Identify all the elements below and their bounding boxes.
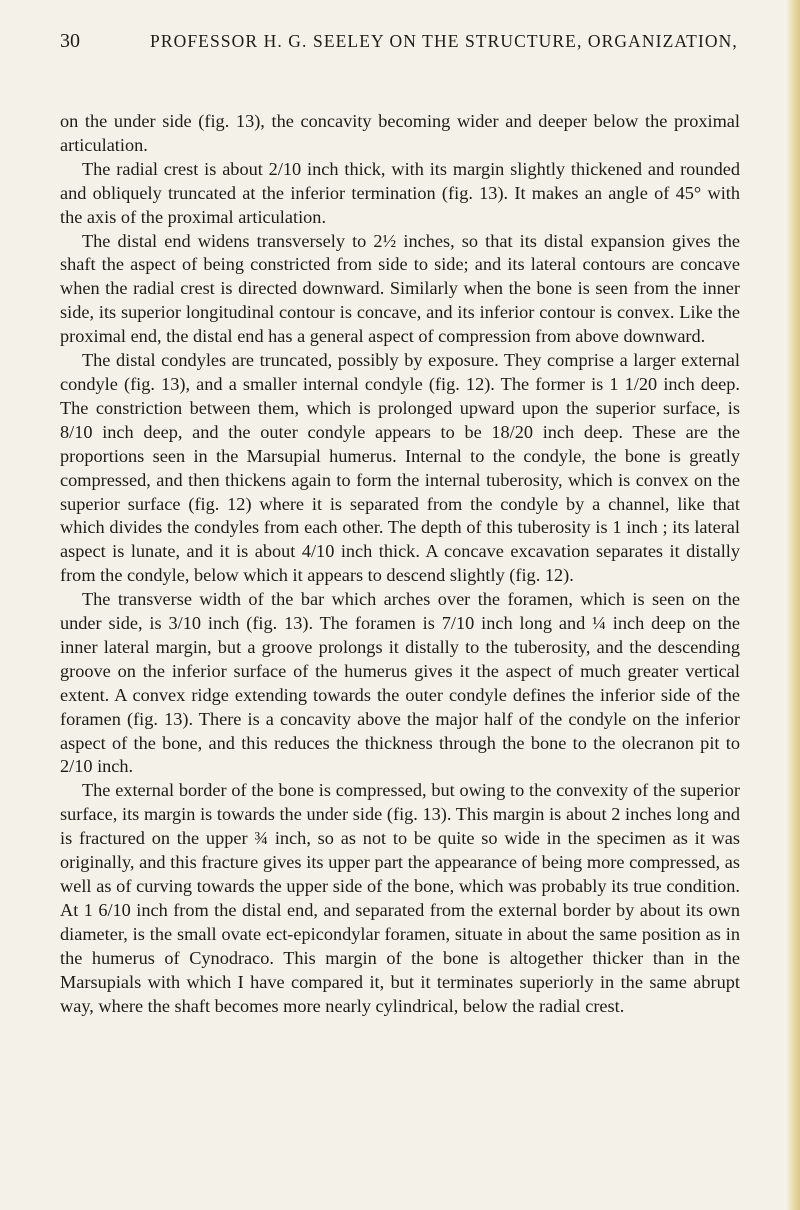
running-title: PROFESSOR H. G. SEELEY ON THE STRUCTURE, ORGANIZATION, <box>150 31 738 51</box>
paragraph: The external border of the bone is compressed, but owing to the convexity of the superior surface, its margin is towards the under side (fig. 13). This margin is about 2 inches long and is fractured on the upper ¾ inch, so as not to be quite so wide in the specimen as it was originally, and this fracture gives its upper part the appearance of being more compressed, as well as of curving towards the upper side of the bone, which was probably its true condition. At 1 6/10 inch from the distal end, and separated from the external border by about its own diameter, is the small ovate ect-epicondylar foramen, situate in about the same position as in the humerus of Cynodraco. This margin of the bone is altogether thicker than in the Marsupials with which I have compared it, but it terminates superiorly in the same abrupt way, where the shaft becomes more nearly cylindrical, below the radial crest. <box>60 780 740 1016</box>
page-edge <box>786 0 800 1210</box>
page-header <box>60 30 740 53</box>
paragraph: on the under side (fig. 13), the concavity becoming wider and deeper below the proximal articulation. <box>60 111 740 155</box>
page-number: 30 <box>60 30 80 52</box>
paragraph: The transverse width of the bar which arches over the foramen, which is seen on the under side, is 3/10 inch (fig. 13). The foramen is 7/10 inch long and ¼ inch deep on the inner lateral margin, but a groove prolongs it distally to the tuberosity, and the descending groove on the inferior surface of the humerus gives it the aspect of much greater vertical extent. A convex ridge extending towards the outer condyle defines the inferior side of the foramen (fig. 13). There is a concavity above the major half of the condyle on the inferior aspect of the bone, and this reduces the thickness through the bone to the olecranon pit to 2/10 inch. <box>60 589 740 777</box>
body-text <box>60 110 740 1018</box>
paragraph: The radial crest is about 2/10 inch thick, with its margin slightly thickened and rounded and obliquely truncated at the inferior termination (fig. 13). It makes an angle of 45° with the axis of the proximal articulation. <box>60 158 740 227</box>
paragraph: The distal condyles are truncated, possibly by exposure. They comprise a larger external condyle (fig. 13), and a smaller internal condyle (fig. 12). The former is 1 1/20 inch deep. The constriction between them, which is prolonged upward upon the superior surface, is 8/10 inch deep, and the outer condyle appears to be 18/20 inch deep. These are the proportions seen in the Marsupial humerus. Internal to the condyle, the bone is greatly compressed, and then thickens again to form the internal tuberosity, which is convex on the superior surface (fig. 12) where it is separated from the condyle by a channel, like that which divides the condyles from each other. The depth of this tuberosity is 1 inch ; its lateral aspect is lunate, and it is about 4/10 inch thick. A concave excavation separates it distally from the condyle, below which it appears to descend slightly (fig. 12). <box>60 350 740 586</box>
paragraph: The distal end widens transversely to 2½ inches, so that its distal expansion gives the shaft the aspect of being constricted from side to side; and its lateral contours are concave when the radial crest is directed downward. Similarly when the bone is seen from the inner side, its superior longitudinal contour is concave, and its inferior contour is convex. Like the proximal end, the distal end has a general aspect of compression from above downward. <box>60 230 740 347</box>
